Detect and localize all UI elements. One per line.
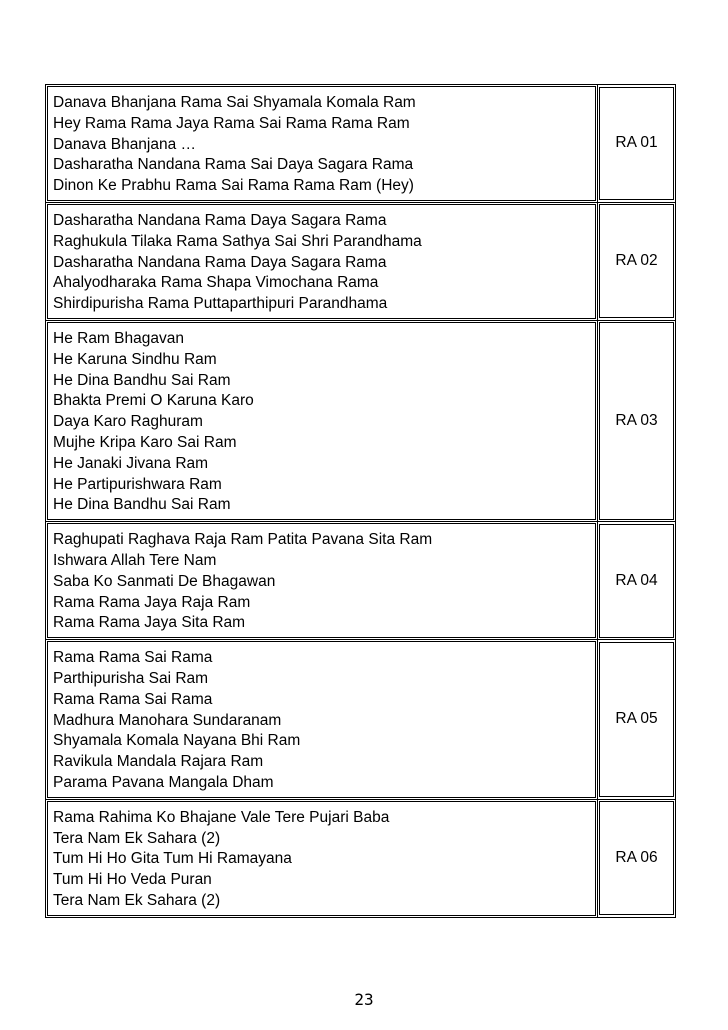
lyric-line: Dasharatha Nandana Rama Sai Daya Sagara Rama	[53, 156, 414, 174]
bhajan-code: RA 02	[599, 204, 674, 318]
lyric-line: Dasharatha Nandana Rama Daya Sagara Rama	[53, 211, 387, 229]
lyric-line: Daya Karo Raghuram	[53, 413, 203, 431]
lyrics-cell	[46, 85, 598, 203]
lyric-line: He Karuna Sindhu Ram	[53, 350, 217, 368]
lyrics-block	[47, 322, 596, 520]
bhajan-code: RA 06	[599, 801, 674, 915]
code-cell	[598, 799, 676, 917]
code-cell	[598, 640, 676, 800]
code-cell	[598, 522, 676, 640]
bhajan-row	[46, 85, 676, 203]
bhajan-code: RA 03	[599, 322, 674, 519]
bhajan-row	[46, 202, 676, 320]
lyric-line: He Janaki Jivana Ram	[53, 454, 209, 472]
bhajan-row	[46, 522, 676, 640]
lyric-line: He Dina Bandhu Sai Ram	[53, 371, 231, 389]
bhajan-table	[45, 84, 676, 918]
bhajan-row	[46, 640, 676, 800]
code-cell	[598, 320, 676, 521]
bhajan-code: RA 01	[599, 87, 674, 201]
lyric-line: Rama Rama Sai Rama	[53, 690, 213, 708]
lyric-line: Danava Bhanjana …	[53, 135, 197, 153]
lyrics-block	[47, 86, 596, 201]
lyric-line: Tera Nam Ek Sahara (2)	[53, 829, 221, 847]
lyric-line: Danava Bhanjana Rama Sai Shyamala Komala Ram	[53, 94, 416, 111]
lyric-line: Parthipurisha Sai Ram	[53, 669, 209, 687]
code-cell	[598, 85, 676, 203]
page-number: 23	[354, 990, 374, 1009]
lyrics-cell	[46, 202, 598, 320]
bhajan-row	[46, 799, 676, 917]
lyric-line: Raghupati Raghava Raja Ram Patita Pavana Sita Ram	[53, 531, 433, 549]
lyric-line: Hey Rama Rama Jaya Rama Sai Rama Rama Ram	[53, 114, 410, 132]
lyric-line: Rama Rama Jaya Raja Ram	[53, 593, 251, 611]
lyric-line: Ahalyodharaka Rama Shapa Vimochana Rama	[53, 274, 379, 292]
lyric-line: Madhura Manohara Sundaranam	[53, 711, 282, 729]
bhajan-table-body	[46, 85, 676, 918]
lyric-line: Dinon Ke Prabhu Rama Sai Rama Rama Ram (Hey)	[53, 177, 414, 195]
lyrics-block	[47, 641, 596, 798]
code-cell	[598, 202, 676, 320]
lyric-line: Tum Hi Ho Veda Puran	[53, 871, 212, 889]
lyrics-cell	[46, 640, 598, 800]
lyrics-cell	[46, 522, 598, 640]
lyric-line: Rama Rama Jaya Sita Ram	[53, 614, 246, 632]
lyric-line: Rama Rama Sai Rama	[53, 649, 213, 667]
bhajan-row	[46, 320, 676, 521]
lyric-line: Ishwara Allah Tere Nam	[53, 551, 217, 569]
lyric-line: Shyamala Komala Nayana Bhi Ram	[53, 732, 301, 750]
lyric-line: He Ram Bhagavan	[53, 329, 184, 347]
lyric-line: Ravikula Mandala Rajara Ram	[53, 753, 264, 771]
lyric-line: Raghukula Tilaka Rama Sathya Sai Shri Parandhama	[53, 232, 422, 250]
lyric-line: Tum Hi Ho Gita Tum Hi Ramayana	[53, 850, 292, 868]
lyrics-block	[47, 204, 596, 319]
lyric-line: Saba Ko Sanmati De Bhagawan	[53, 572, 276, 590]
lyrics-cell	[46, 320, 598, 521]
lyric-line: He Partipurishwara Ram	[53, 475, 222, 493]
lyric-line: Bhakta Premi O Karuna Karo	[53, 392, 254, 410]
lyric-line: Tera Nam Ek Sahara (2)	[53, 891, 221, 909]
lyric-line: He Dina Bandhu Sai Ram	[53, 496, 231, 514]
lyric-line: Shirdipurisha Rama Puttaparthipuri Parandhama	[53, 295, 388, 313]
bhajan-code: RA 04	[599, 524, 674, 638]
lyric-line: Parama Pavana Mangala Dham	[53, 773, 274, 791]
lyric-line: Mujhe Kripa Karo Sai Ram	[53, 433, 237, 451]
lyric-line: Dasharatha Nandana Rama Daya Sagara Rama	[53, 253, 387, 271]
lyrics-cell	[46, 799, 598, 917]
lyrics-block	[47, 523, 596, 638]
lyrics-block	[47, 801, 596, 916]
bhajan-code: RA 05	[599, 642, 674, 798]
lyric-line: Rama Rahima Ko Bhajane Vale Tere Pujari Baba	[53, 808, 390, 826]
